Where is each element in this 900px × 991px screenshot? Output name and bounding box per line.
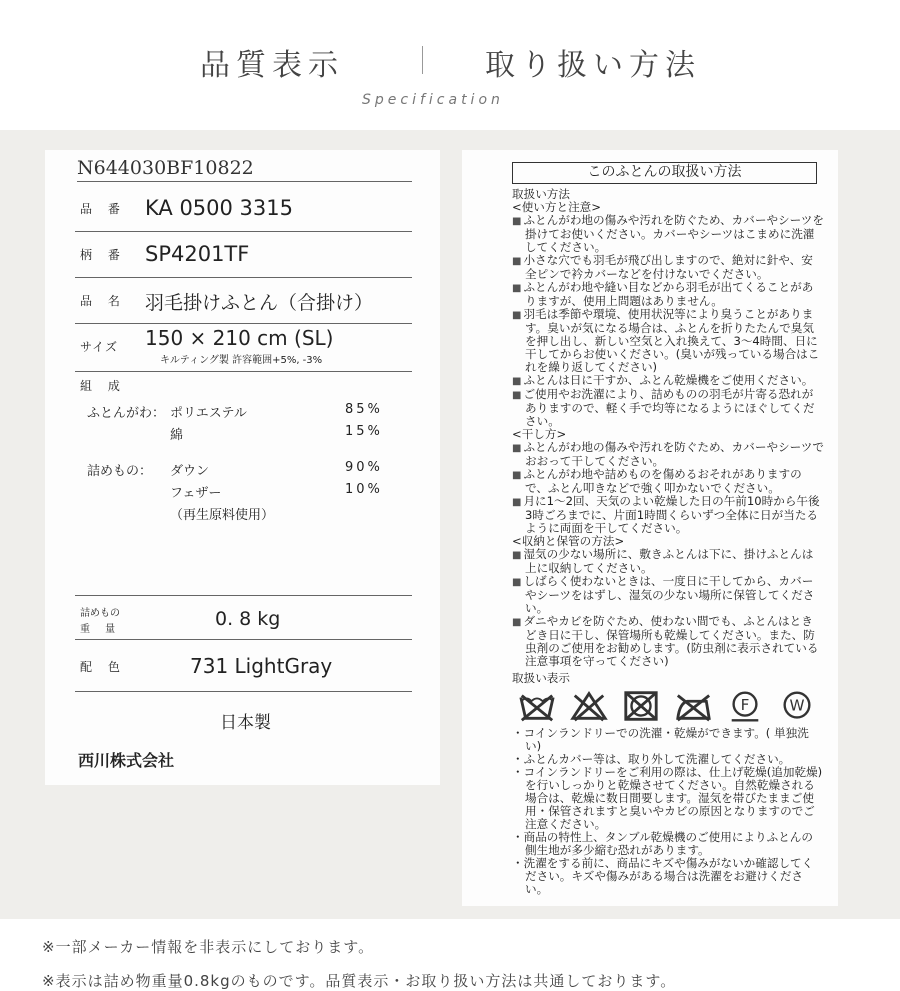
material: 綿 (170, 428, 184, 443)
material: ダウン (170, 464, 210, 479)
key: 品 名 (80, 294, 126, 308)
row-color (75, 642, 412, 692)
care-item: ■ ふとんは日に干すか、ふとん乾燥機をご使用ください。 (512, 374, 824, 388)
care-title-box: このふとんの取扱い方法 (512, 162, 817, 184)
symbol-letter: F (740, 695, 750, 714)
care-notes (512, 727, 824, 896)
key: 柄 番 (80, 248, 126, 262)
care-item: ■ ふとんがわ地や詰めものを傷めるおそれがありますので、ふとん叩きなどで強く叩かないでください。 (512, 468, 824, 495)
care-note: ・ 商品の特性上、タンブル乾燥機のご使用によりふとんの側生地が多少縮む恐れがあります。 (512, 831, 824, 857)
value: SP4201TF (145, 242, 250, 266)
wetclean-w-icon (778, 689, 816, 723)
value: 150 × 210 cm (SL) (145, 326, 334, 350)
care-item: ■ ご使用やお洗濯により、詰めものの羽毛が片寄る恐れがありますので、軽く手で均等になるようにほぐしてください。 (512, 388, 824, 428)
key: 詰めもの (80, 608, 120, 619)
care-item: ■ しばらく使わないときは、一度日に干してから、カバーやシーツをはずし、湿気の少ない場所に保管してください。 (512, 575, 824, 615)
care-item: ■ 湿気の少ない場所に、敷きふとんは下に、掛けふとんは上に収納してください。 (512, 548, 824, 575)
row-pattern-number (75, 234, 412, 278)
care-item: ■ 羽毛は季節や環境、使用状況等により臭うことがあります。臭いが気になる場合は、ふとんを折りたたんで臭気を押し出し、新しい空気と入れ換えて、3～4時間、日に干してからお使いください。(臭いが残っている場合はこれを繰り返してください) (512, 308, 824, 374)
percent: 15% (345, 424, 383, 439)
tumble-dry-prohibited-icon (622, 689, 660, 723)
maker: 西川株式会社 (78, 751, 175, 770)
care-item: ■ ふとんがわ地や縫い目などから羽毛が出てくることがありますが、使用上問題はありません。 (512, 281, 824, 308)
part: 詰めもの： (87, 464, 153, 479)
percent: 85% (345, 402, 383, 417)
composition-label: 組 成 (80, 379, 126, 393)
material: （再生原料使用） (170, 508, 275, 523)
symbol-letter: W (789, 696, 805, 715)
care-title: 取り扱い方法 (485, 48, 701, 83)
care-instructions (512, 188, 824, 668)
care-heading: <収納と保管の方法> (512, 534, 625, 548)
percent: 90% (345, 460, 383, 475)
dryclean-f-icon (726, 689, 764, 723)
care-symbols (518, 689, 824, 723)
material: ポリエステル (170, 406, 247, 421)
row-size (75, 326, 412, 372)
care-item: ■ ダニやカビを防ぐため、使わない間でも、ふとんはときどき日に干し、保管場所も乾燥してください。また、防虫剤のご使用をお勧めします。(防虫剤に表示されている注意事項を守ってください) (512, 615, 824, 668)
origin: 日本製 (220, 713, 271, 733)
care-note: ・ コインランドリーでの洗濯・乾燥ができます。( 単独洗い) (512, 727, 824, 753)
bleach-prohibited-icon (570, 689, 608, 723)
value: 731 LightGray (190, 654, 333, 678)
care-heading: <使い方と注意> (512, 200, 601, 214)
quality-title: 品質表示 (200, 48, 344, 83)
row-product-number (75, 188, 412, 232)
wash-prohibited-icon (518, 689, 556, 723)
size-note: キルティング製 許容範囲+5%, -3% (160, 355, 323, 366)
material: フェザー (170, 486, 222, 501)
care-label (462, 150, 838, 906)
key: 配 色 (80, 660, 126, 674)
row-product-name (75, 280, 412, 324)
care-body (512, 188, 824, 896)
care-item: ■ 月に1～2回、天気のよい乾燥した日の午前10時から午後3時ごろまでに、片面1時間くらいずつ全体に日が当たるように両面を干してください。 (512, 495, 824, 535)
divider (422, 46, 423, 74)
header (0, 0, 900, 130)
footer-note-2: ※表示は詰め物重量0.8kgのものです。品質表示・お取り扱い方法は共通しております。 (42, 972, 677, 990)
part: ふとんがわ： (87, 406, 166, 421)
care-heading: <干し方> (512, 427, 567, 441)
care-note: ・ 洗濯をする前に、商品にキズや傷みがないか確認してください。キズや傷みがある場合は洗濯をお避けください。 (512, 857, 824, 896)
care-item: ■ ふとんがわ地の傷みや汚れを防ぐため、カバーやシーツを掛けてお使いください。カバーやシーツはこまめに洗濯してください。 (512, 214, 824, 254)
key: 品 番 (80, 202, 126, 216)
key: サイズ (80, 340, 119, 354)
serial-number: N644030BF10822 (77, 157, 254, 179)
care-item: ■ 小さな穴でも羽毛が飛び出しますので、絶対に針や、安全ピンで衿カバーなどを付けないでください。 (512, 254, 824, 281)
iron-prohibited-icon (674, 689, 712, 723)
subtitle: Specification (362, 92, 504, 108)
care-heading: 取扱い方法 (512, 187, 570, 201)
value: 羽毛掛けふとん（合掛け） (145, 292, 374, 314)
serial-row (77, 155, 412, 182)
percent: 10% (345, 482, 383, 497)
care-note: ・ コインランドリーをご利用の際は、仕上げ乾燥(追加乾燥)を行いしっかりと乾燥させてください。自然乾燥される場合は、乾燥に数日間要します。湿気を帯びたままご使用・保管されますと臭いやカビの原因となりますのでご注意ください。 (512, 766, 824, 831)
care-item: ■ ふとんがわ地の傷みや汚れを防ぐため、カバーやシーツでおおって干してください。 (512, 441, 824, 468)
row-fill-weight (75, 595, 412, 640)
key: 重 量 (80, 624, 122, 635)
footer-note-1: ※一部メーカー情報を非表示にしております。 (42, 938, 375, 956)
quality-label (45, 150, 440, 785)
value: KA 0500 3315 (145, 196, 294, 220)
symbols-title: 取扱い表示 (512, 671, 570, 685)
care-note: ・ ふとんカバー等は、取り外して洗濯してください。 (512, 753, 824, 766)
value: 0. 8 kg (215, 608, 281, 630)
